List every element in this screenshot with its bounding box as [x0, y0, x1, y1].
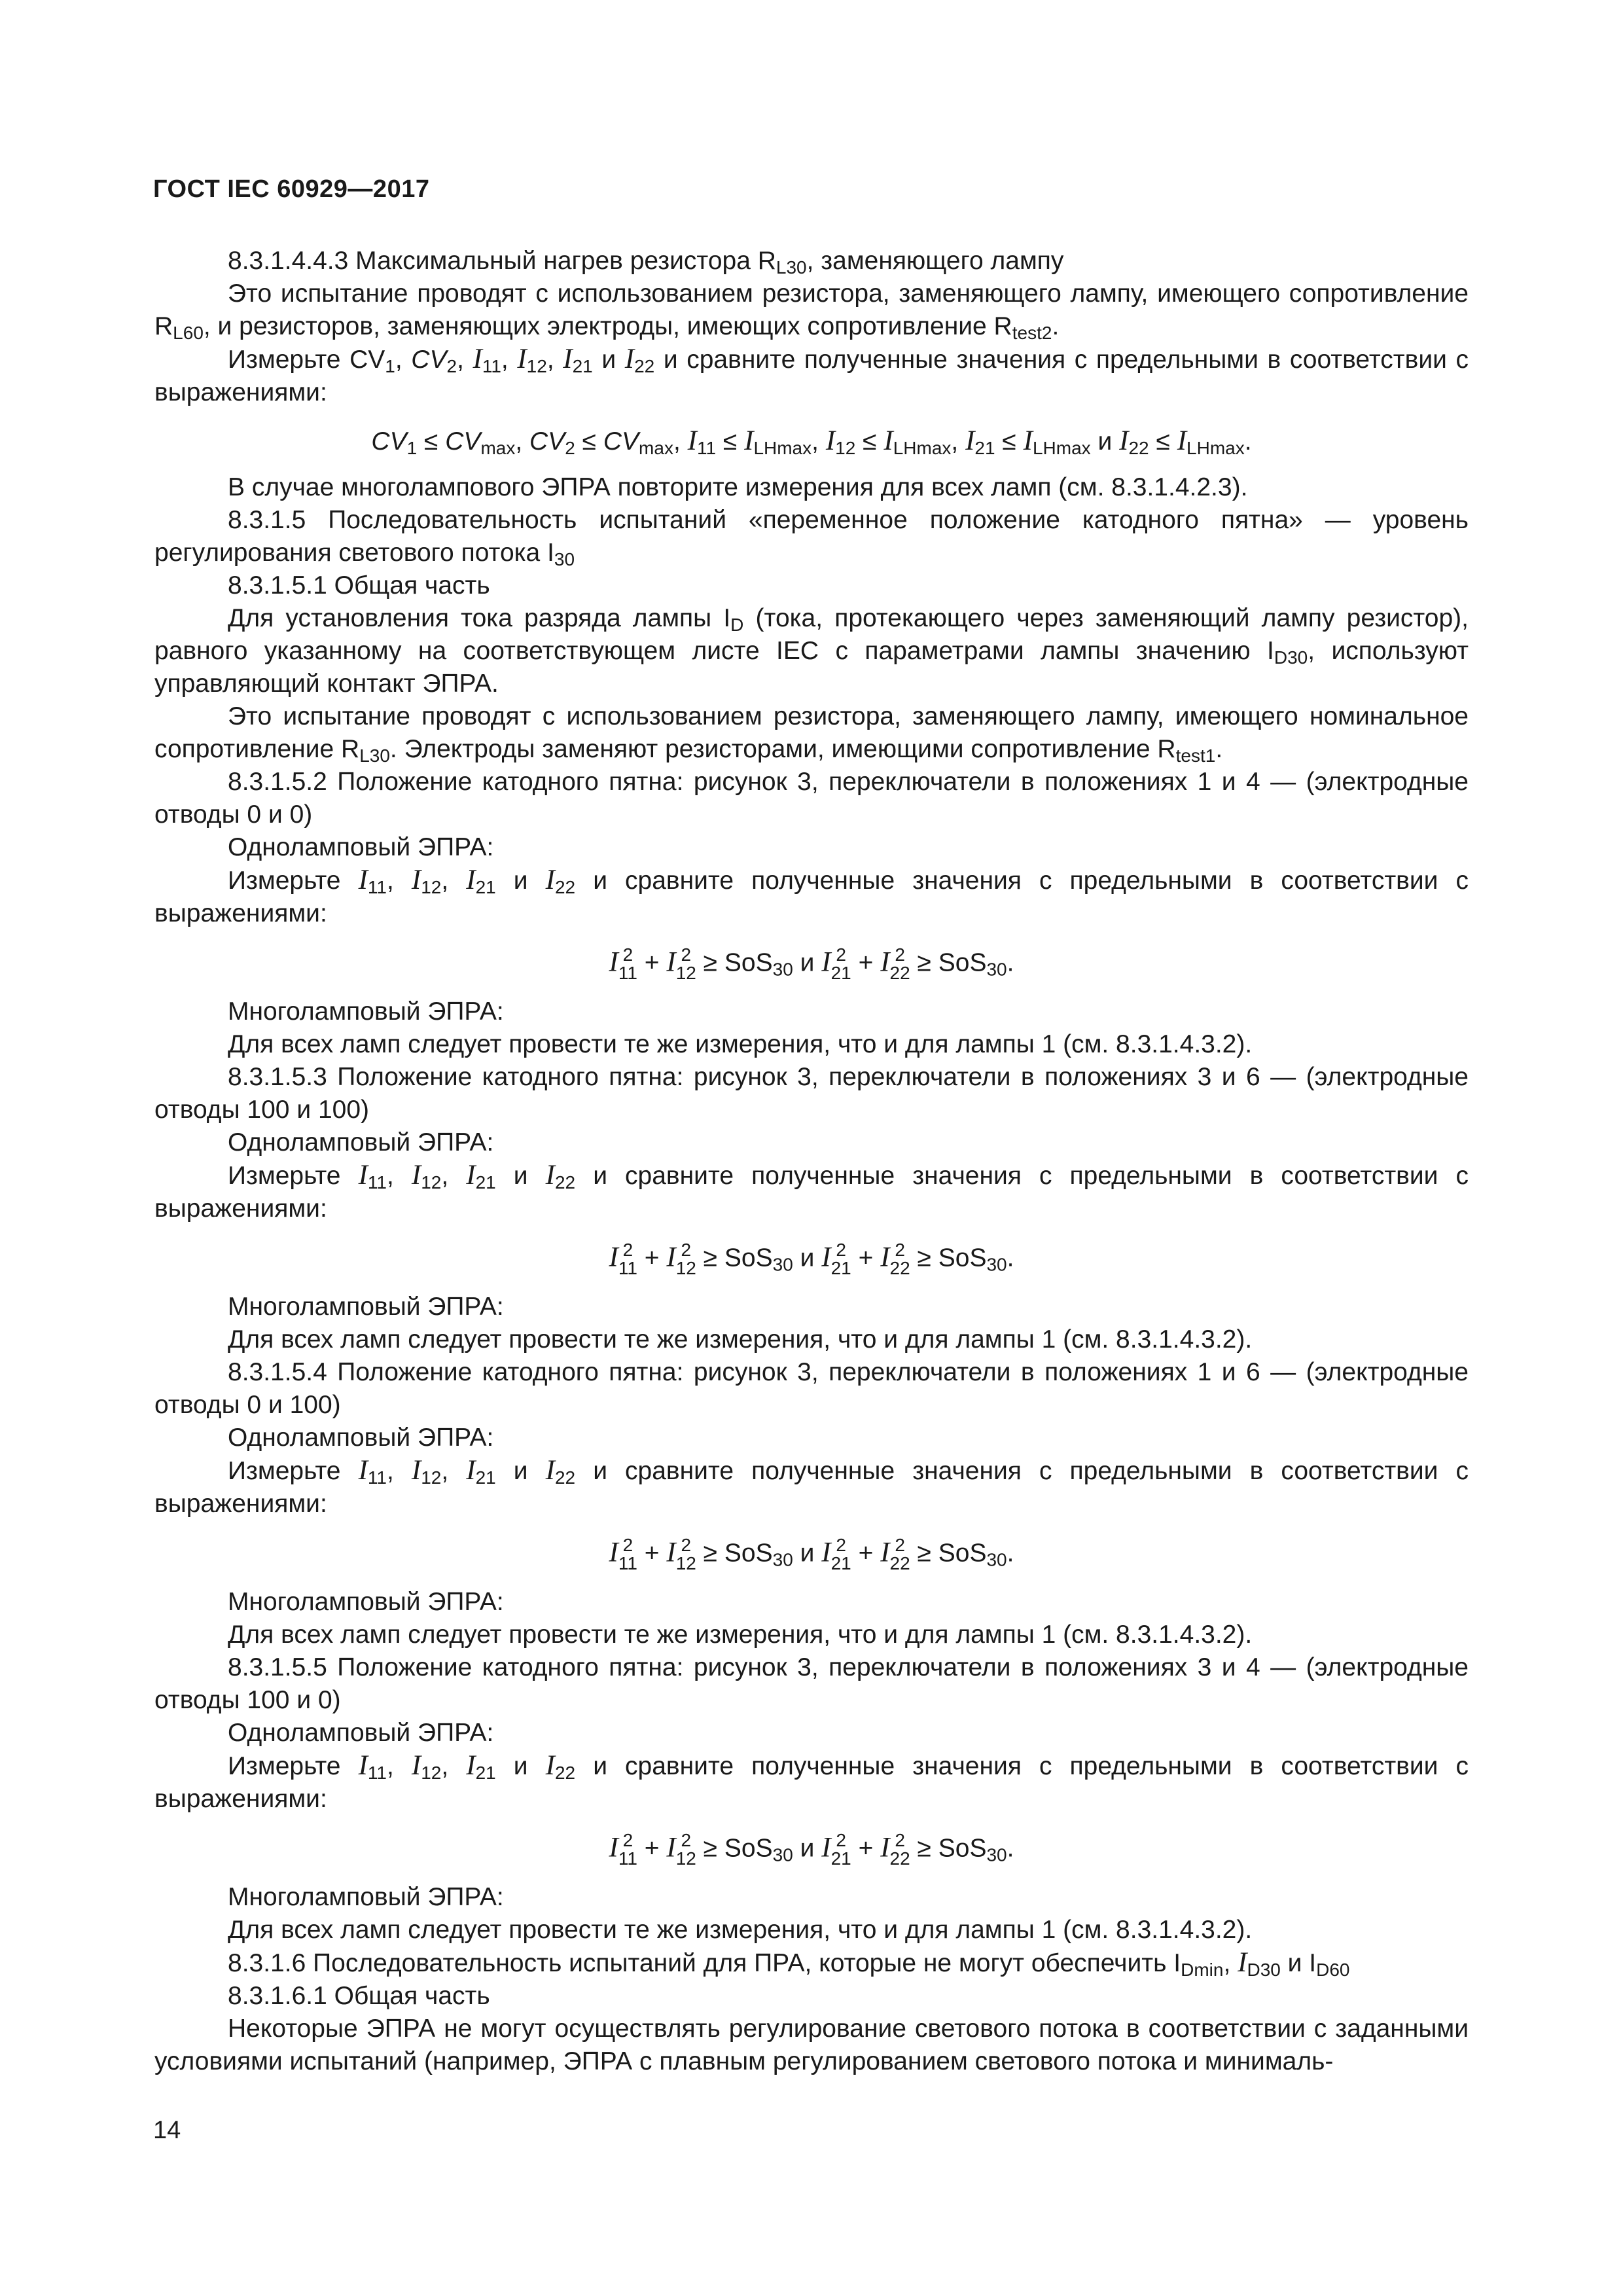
paragraph: Для всех ламп следует провести те же измерения, что и для лампы 1 (см. 8.3.1.4.3.2).: [228, 1325, 1253, 1354]
formula: I 2 11 + I 2 12 ≥ SoS30 и I 2 21 + I 2 22 ≥ SoS30.: [609, 1535, 1014, 1573]
paragraph: 8.3.1.6 Последовательность испытаний для ПРА, которые не могут обеспечить IDmin, ID30 и ID60: [228, 1947, 1350, 1980]
paragraph: Многоламповый ЭПРА:: [228, 1588, 504, 1616]
paragraph: Одноламповый ЭПРА:: [228, 1424, 494, 1452]
paragraph: Одноламповый ЭПРА:: [228, 1128, 494, 1157]
paragraph: Для установления тока разряда лампы ID (тока, протекающего через заменяющий лампу резистор), равного указанному на соответствующем листе IEC с параметрами лампы значению ID30, используют управляющий контакт ЭПРА.: [154, 604, 1469, 698]
section-heading: 8.3.1.5.2 Положение катодного пятна: рисунок 3, переключатели в положениях 1 и 4 — (электродные отводы 0 и 0): [154, 768, 1469, 829]
document-body: [154, 245, 1469, 2078]
paragraph: Некоторые ЭПРА не могут осуществлять регулирование светового потока в соответствии с заданными условиями испытаний (например, ЭПРА с плавным регулированием светового потока и минималь-: [154, 2015, 1469, 2075]
paragraph: Одноламповый ЭПРА:: [228, 833, 494, 861]
page-number: 14: [153, 2117, 181, 2144]
paragraph: Измерьте CV1, CV2, I11, I12, I21 и I22 и сравните полученные значения с предельными в соответствии с выражениями:: [154, 344, 1469, 406]
paragraph: 8.3.1.6.1 Общая часть: [228, 1982, 490, 2010]
formula: I 2 11 + I 2 12 ≥ SoS30 и I 2 21 + I 2 22 ≥ SoS30.: [609, 1830, 1014, 1869]
paragraph: Для всех ламп следует провести те же измерения, что и для лампы 1 (см. 8.3.1.4.3.2).: [228, 1621, 1253, 1649]
paragraph: Измерьте I11, I12, I21 и I22 и сравните полученные значения с предельными в соответствии с выражениями:: [154, 1750, 1469, 1813]
paragraph: Для всех ламп следует провести те же измерения, что и для лампы 1 (см. 8.3.1.4.3.2).: [228, 1030, 1253, 1058]
paragraph: Одноламповый ЭПРА:: [228, 1719, 494, 1747]
formula: CV1 ≤ CVmax, CV2 ≤ CVmax, I11 ≤ ILHmax, I12 ≤ ILHmax, I21 ≤ ILHmax и I22 ≤ ILHmax.: [371, 425, 1252, 458]
paragraph: 8.3.1.5 Последовательность испытаний «переменное положение катодного пятна» — уровень регулирования светового потока I30: [154, 506, 1469, 569]
paragraph: Многоламповый ЭПРА:: [228, 997, 504, 1026]
paragraph: Многоламповый ЭПРА:: [228, 1883, 504, 1911]
formula: I 2 11 + I 2 12 ≥ SoS30 и I 2 21 + I 2 22 ≥ SoS30.: [609, 944, 1014, 983]
section-heading: 8.3.1.5.5 Положение катодного пятна: рисунок 3, переключатели в положениях 3 и 4 — (электродные отводы 100 и 0): [154, 1653, 1469, 1714]
paragraph: Для всех ламп следует провести те же измерения, что и для лампы 1 (см. 8.3.1.4.3.2).: [228, 1916, 1253, 1944]
paragraph: Многоламповый ЭПРА:: [228, 1293, 504, 1321]
paragraph: Это испытание проводят с использованием резистора, заменяющего лампу, имеющего номинальное сопротивление RL30. Электроды заменяют резисторами, имеющими сопротивление Rtest1.: [154, 702, 1469, 766]
document-header: ГОСТ IEC 60929—2017: [153, 175, 430, 203]
section-heading: 8.3.1.5.3 Положение катодного пятна: рисунок 3, переключатели в положениях 3 и 6 — (электродные отводы 100 и 100): [154, 1063, 1469, 1124]
paragraph: В случае многолампового ЭПРА повторите измерения для всех ламп (см. 8.3.1.4.2.3).: [228, 473, 1248, 501]
paragraph: 8.3.1.5.1 Общая часть: [228, 571, 490, 600]
paragraph: Измерьте I11, I12, I21 и I22 и сравните полученные значения с предельными в соответствии с выражениями:: [154, 1160, 1469, 1223]
formula: I 2 11 + I 2 12 ≥ SoS30 и I 2 21 + I 2 22 ≥ SoS30.: [609, 1240, 1014, 1278]
section-heading: 8.3.1.5.4 Положение катодного пятна: рисунок 3, переключатели в положениях 1 и 6 — (электродные отводы 0 и 100): [154, 1358, 1469, 1419]
paragraph: Это испытание проводят с использованием резистора, заменяющего лампу, имеющего сопротивление RL60, и резисторов, заменяющих электроды, имеющих сопротивление Rtest2.: [154, 279, 1469, 343]
paragraph: Измерьте I11, I12, I21 и I22 и сравните полученные значения с предельными в соответствии с выражениями:: [154, 865, 1469, 927]
paragraph: Измерьте I11, I12, I21 и I22 и сравните полученные значения с предельными в соответствии с выражениями:: [154, 1455, 1469, 1518]
paragraph: 8.3.1.4.4.3 Максимальный нагрев резистора RL30, заменяющего лампу: [228, 247, 1064, 278]
